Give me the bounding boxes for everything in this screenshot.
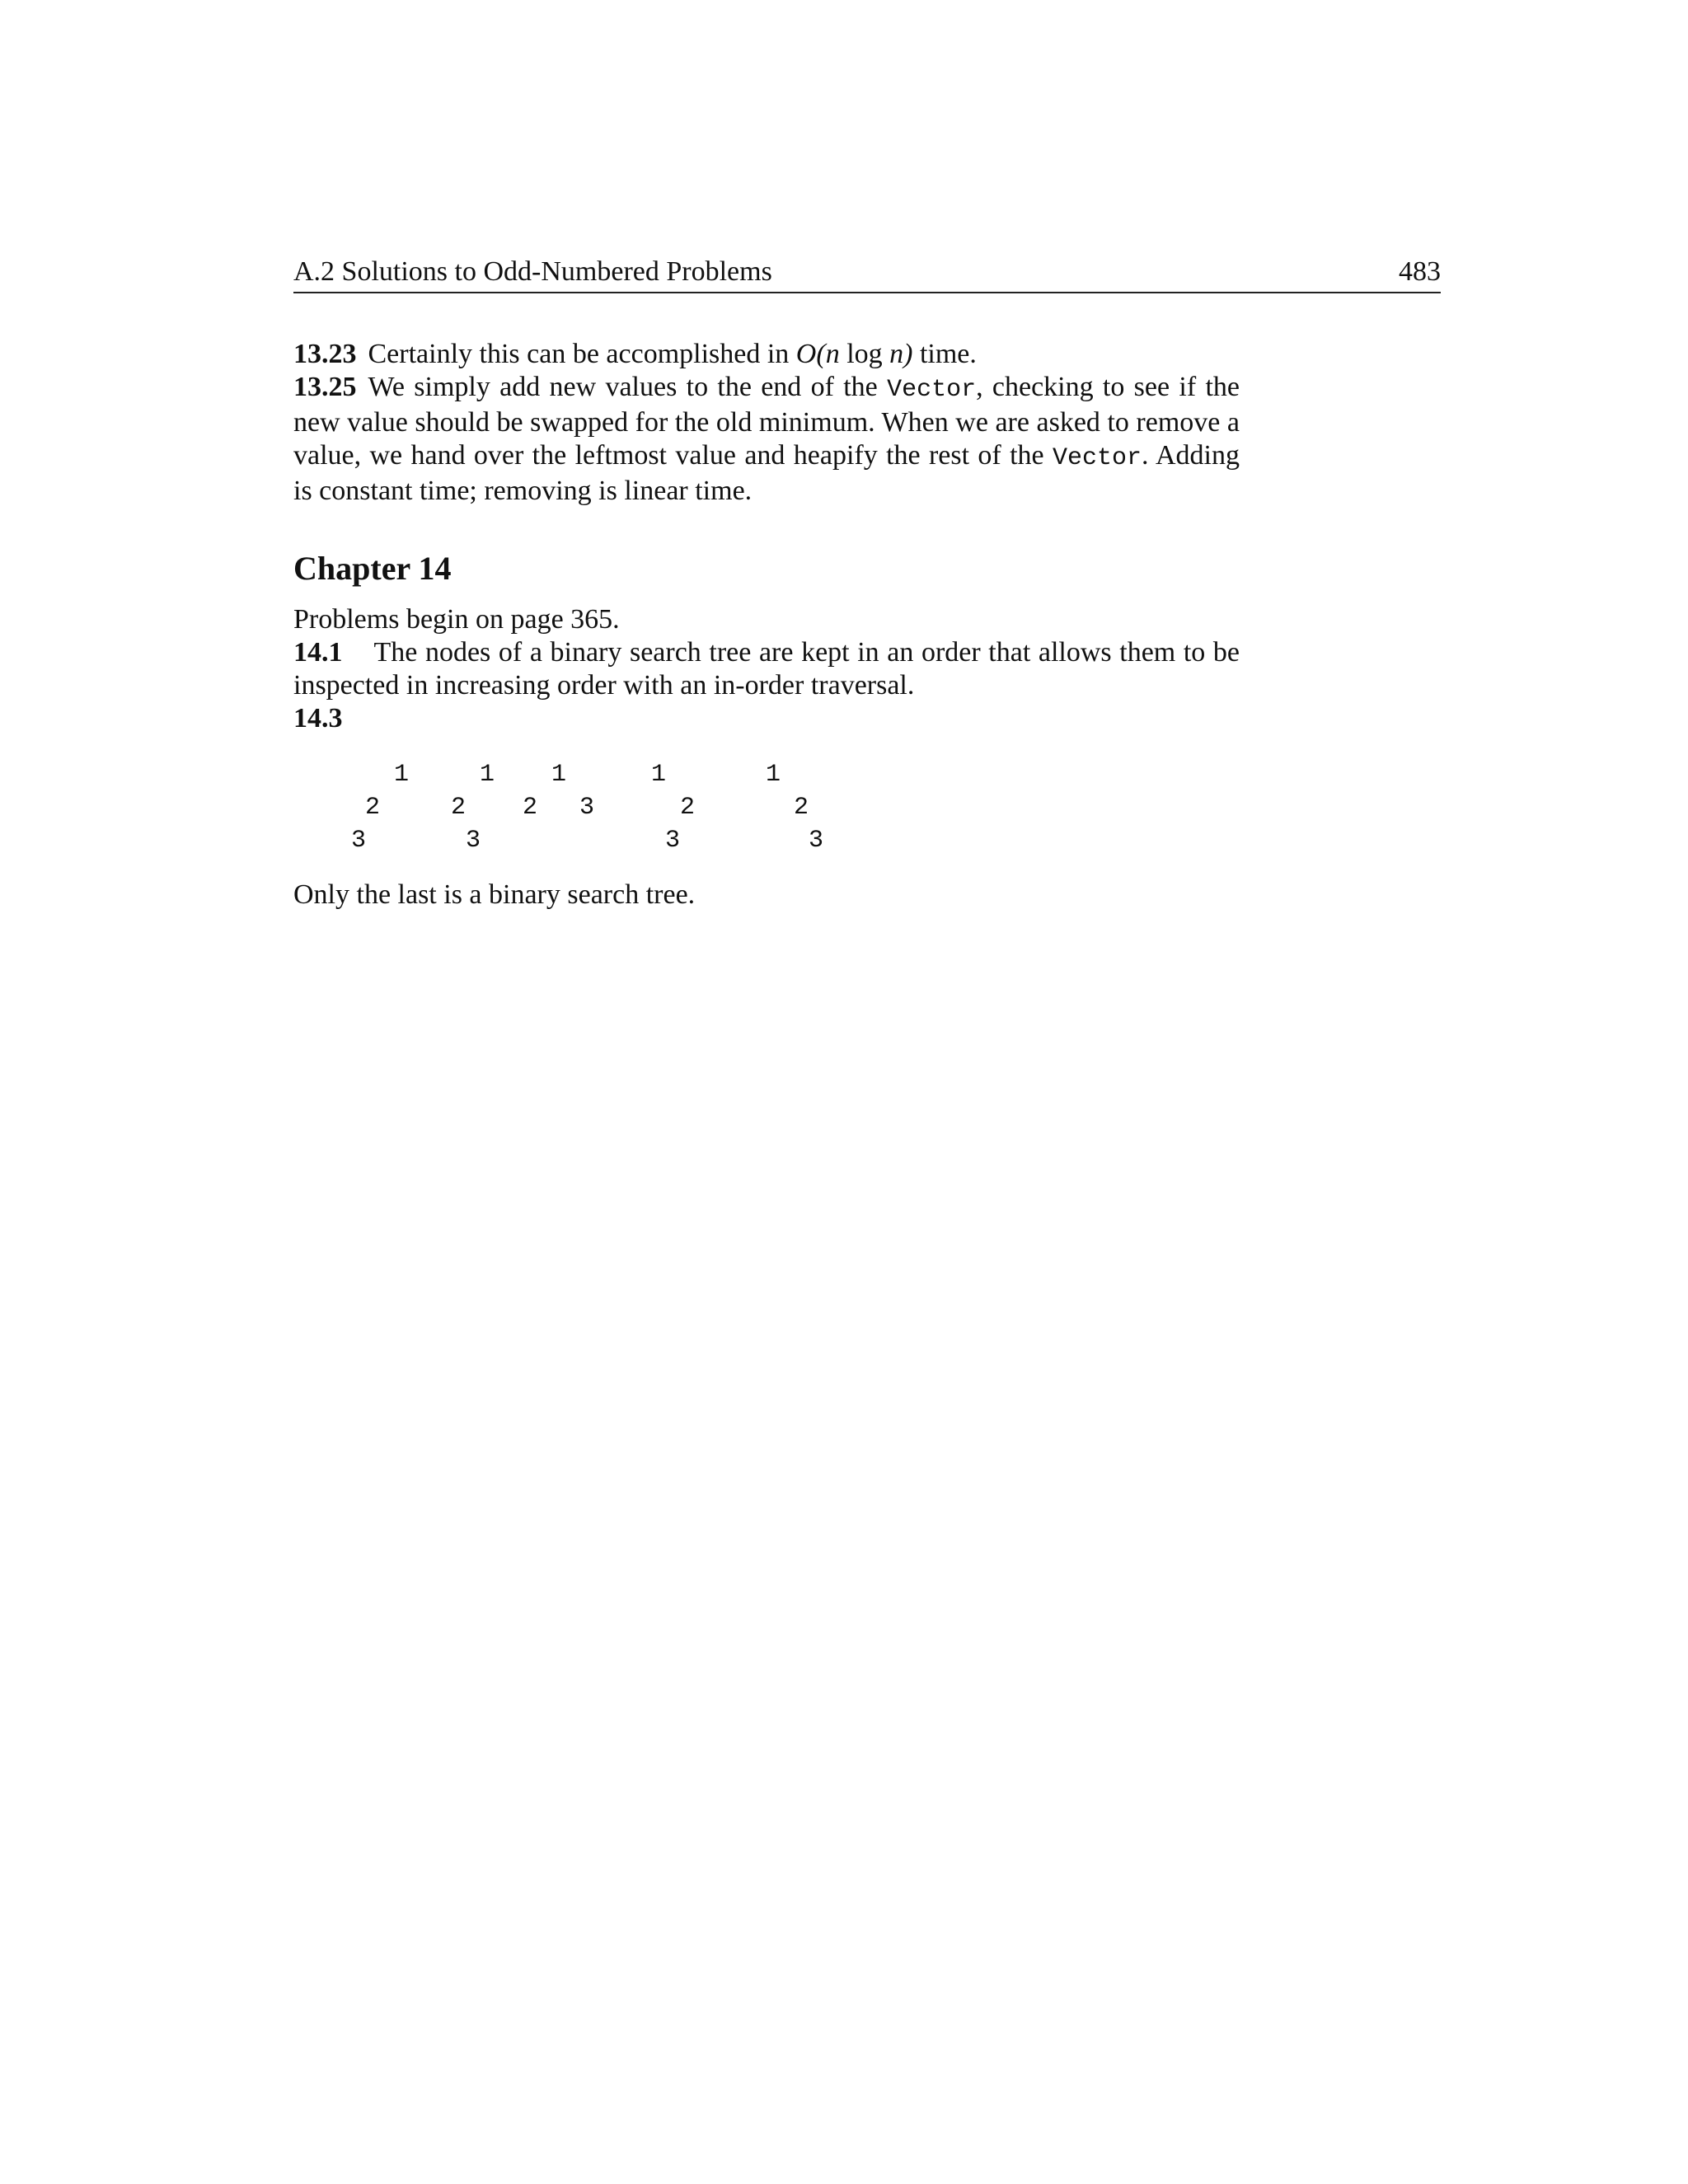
solution-14-3 — [293, 702, 1240, 735]
chapter-heading: Chapter 14 — [293, 550, 452, 587]
solution-text-end: time. — [912, 339, 977, 369]
tree-diagrams — [293, 758, 953, 865]
solution-number: 13.25 — [293, 372, 357, 402]
tree4-child: 2 — [680, 794, 696, 822]
tree4-root: 1 — [651, 761, 667, 789]
tree2-grandchild: 3 — [466, 827, 481, 855]
solution-13-25: 13.25 We simply add new values to the end of the Vector, checking to see if the new value should be swapped for the old minimum. When we are asked to remove a value, we hand over the leftmost value and heapify the rest of the Vector. Adding is constant time; removing is linear time. — [293, 372, 1240, 506]
code-vector: Vector — [887, 376, 977, 404]
tree1-root: 1 — [394, 761, 410, 789]
chapter-intro: Problems begin on page 365. — [293, 604, 620, 635]
code-vector: Vector — [1052, 444, 1142, 472]
chapter-14-block — [293, 603, 1240, 735]
solution-number: 14.3 — [293, 703, 343, 733]
solution-14-1 — [293, 636, 1240, 702]
complexity-formula: O(n log n) — [795, 339, 913, 369]
conclusion-block — [293, 879, 1240, 912]
conclusion-text: Only the last is a binary search tree. — [293, 879, 696, 910]
header-title: A.2 Solutions to Odd-Numbered Problems — [293, 256, 772, 287]
tree1-child: 2 — [365, 794, 381, 822]
tree5-grandchild: 3 — [809, 827, 824, 855]
solution-number: 13.23 — [293, 339, 357, 369]
tree5-child: 2 — [794, 794, 809, 822]
solution-text: The nodes of a binary search tree are kept in an order that allows them to be inspected in increasing order with an in-order traversal. — [293, 637, 1240, 701]
tree1-grandchild: 3 — [351, 827, 367, 855]
solutions-13-block — [293, 338, 1240, 508]
tree3-right: 3 — [579, 794, 595, 822]
page-number: 483 — [1399, 256, 1441, 287]
solution-text: Certainly this can be accomplished in — [368, 339, 796, 369]
tree3-left: 2 — [523, 794, 538, 822]
running-header — [293, 252, 1441, 293]
tree5-root: 1 — [766, 761, 781, 789]
tree4-grandchild: 3 — [665, 827, 681, 855]
solution-13-23 — [293, 338, 1240, 371]
solution-number: 14.1 — [293, 637, 343, 668]
tree3-root: 1 — [551, 761, 567, 789]
tree2-root: 1 — [480, 761, 495, 789]
tree2-child: 2 — [451, 794, 467, 822]
